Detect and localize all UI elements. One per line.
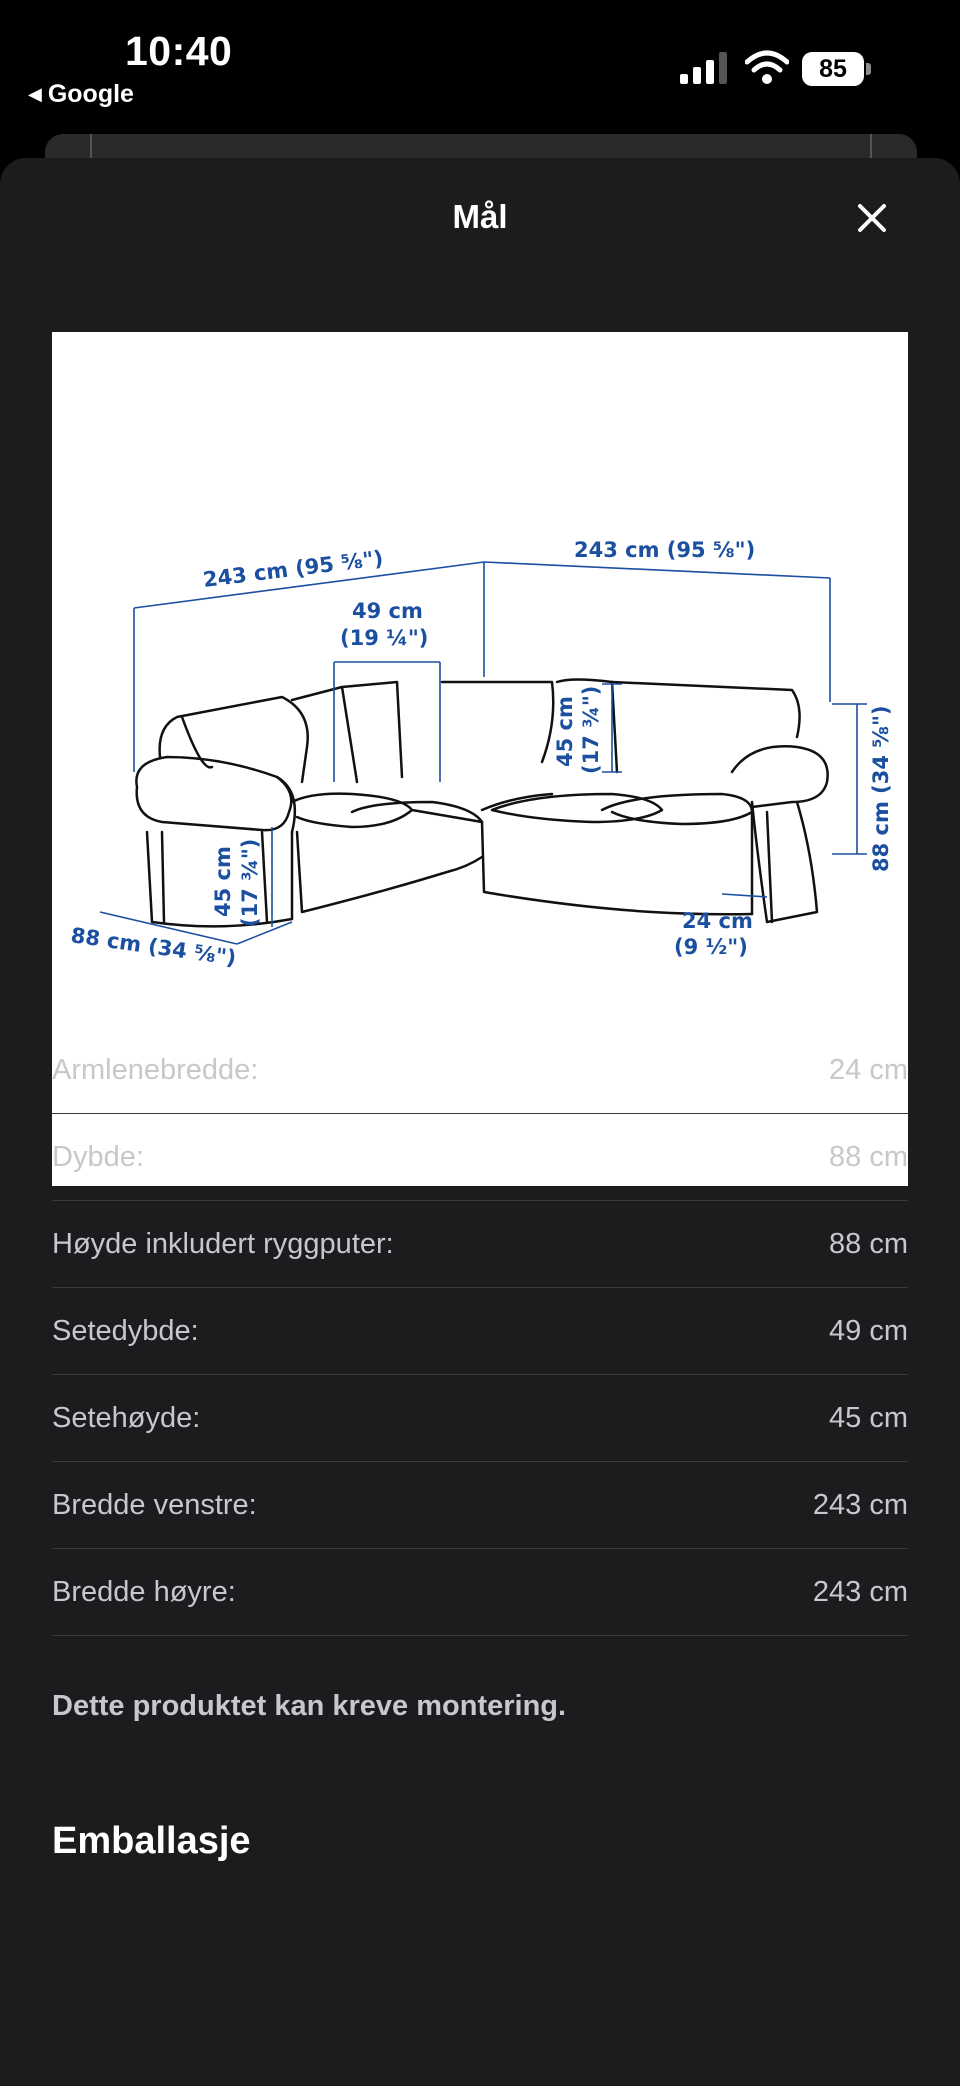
dim-seat-depth-in: (19 ¼") — [340, 626, 429, 650]
spec-value: 45 cm — [829, 1401, 908, 1434]
spec-label: Armlenebredde: — [52, 1053, 259, 1086]
dim-armrest-cm: 24 cm — [682, 909, 753, 933]
dim-width-left: 243 cm (95 ⅝") — [201, 546, 385, 592]
wifi-icon — [745, 50, 789, 86]
battery-icon — [802, 52, 872, 86]
spec-row — [52, 1114, 908, 1201]
assembly-note: Dette produktet kan kreve montering. — [52, 1690, 567, 1722]
spec-label: Bredde høyre: — [52, 1575, 236, 1608]
spec-row — [52, 1549, 908, 1636]
dimensions-sheet — [0, 158, 960, 2086]
battery-level: 85 — [802, 52, 864, 86]
spec-label: Dybde: — [52, 1140, 144, 1173]
spec-list — [52, 1027, 908, 1636]
dim-armrest-in: (9 ½") — [674, 935, 748, 959]
status-bar — [0, 0, 960, 140]
spec-value: 88 cm — [829, 1140, 908, 1173]
sheet-title: Mål — [452, 198, 508, 235]
dim-depth-left: 88 cm (34 ⅝") — [69, 923, 238, 971]
status-time: 10:40 — [125, 28, 233, 74]
spec-row — [52, 1027, 908, 1114]
spec-label: Setedybde: — [52, 1314, 199, 1347]
dim-seat-height-left-in: (17 ¾") — [238, 838, 262, 927]
spec-row — [52, 1288, 908, 1375]
dim-seat-depth-cm: 49 cm — [352, 599, 423, 623]
spec-label: Bredde venstre: — [52, 1488, 257, 1521]
cellular-signal-icon — [680, 52, 730, 84]
spec-row — [52, 1375, 908, 1462]
dim-seat-height-left-cm: 45 cm — [211, 846, 235, 917]
close-icon[interactable] — [852, 198, 892, 238]
packaging-section-title[interactable]: Emballasje — [52, 1820, 251, 1862]
dim-height-right: 88 cm (34 ⅝") — [869, 705, 893, 872]
spec-label: Setehøyde: — [52, 1401, 201, 1434]
spec-value: 243 cm — [812, 1575, 908, 1608]
spec-value: 243 cm — [812, 1488, 908, 1521]
spec-label: Høyde inkludert ryggputer: — [52, 1227, 394, 1260]
dim-seat-height-right-in: (17 ¾") — [579, 685, 603, 774]
back-app-label: Google — [47, 80, 134, 108]
dim-seat-height-right-cm: 45 cm — [553, 696, 577, 767]
back-triangle-icon: ◀ — [28, 84, 42, 104]
back-to-google-button[interactable] — [28, 80, 134, 109]
spec-value: 88 cm — [829, 1227, 908, 1260]
spec-value: 24 cm — [829, 1053, 908, 1086]
spec-row — [52, 1201, 908, 1288]
spec-row — [52, 1462, 908, 1549]
dim-width-right: 243 cm (95 ⅝") — [574, 538, 756, 562]
spec-value: 49 cm — [829, 1314, 908, 1347]
